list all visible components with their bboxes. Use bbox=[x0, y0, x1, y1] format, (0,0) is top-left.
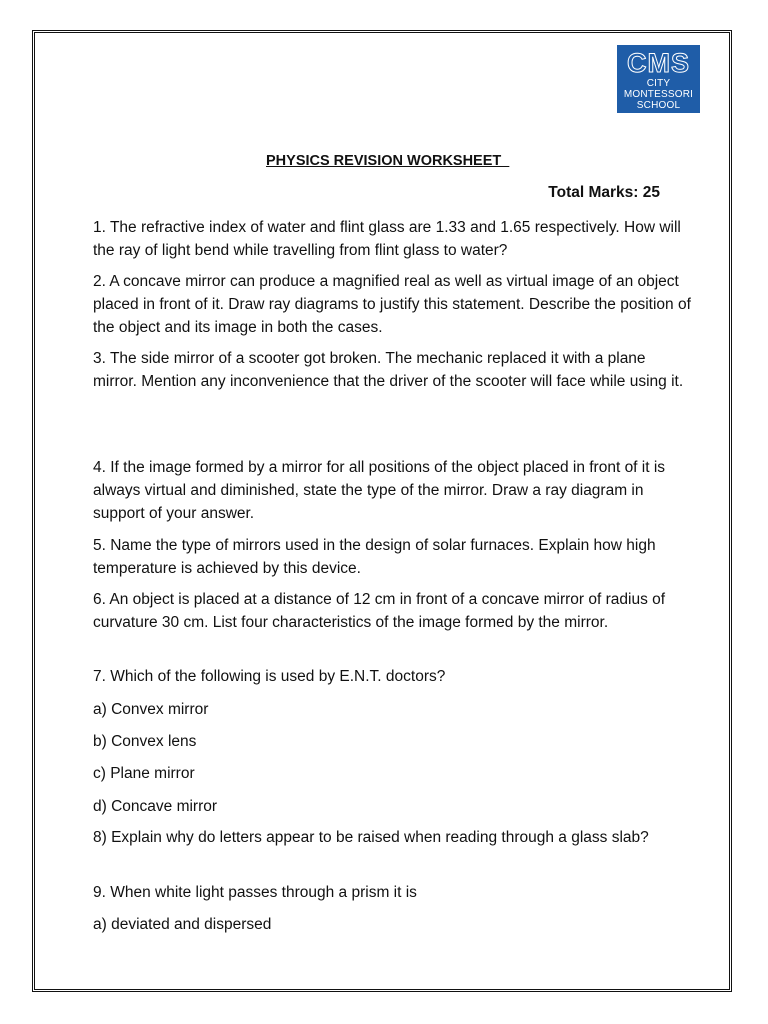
worksheet-title: PHYSICS REVISION WORKSHEET bbox=[266, 153, 510, 169]
logo-line-montessori: MONTESSORI bbox=[623, 89, 694, 100]
option-9a: a) deviated and dispersed bbox=[93, 916, 272, 933]
logo-line-city: CITY bbox=[646, 78, 671, 89]
question-3: 3. The side mirror of a scooter got broken. The mechanic replaced it with a plane mirror. Mention any inconvenience that the driver of the scooter will face while using it. bbox=[93, 350, 684, 390]
question-7: 7. Which of the following is used by E.N.T. doctors? bbox=[93, 668, 446, 685]
question-6: 6. An object is placed at a distance of 12 cm in front of a concave mirror of radius of curvature 30 cm. List four characteristics of the image formed by the mirror. bbox=[93, 591, 666, 631]
question-2: 2. A concave mirror can produce a magnified real as well as virtual image of an object placed in front of it. Draw ray diagrams to justify this statement. Describe the position of the object and its image in both the cases. bbox=[93, 273, 691, 336]
question-5: 5. Name the type of mirrors used in the design of solar furnaces. Explain how high temperature is achieved by this device. bbox=[93, 537, 656, 577]
question-4: 4. If the image formed by a mirror for all positions of the object placed in front of it is always virtual and diminished, state the type of the mirror. Draw a ray diagram in support of your answer. bbox=[93, 459, 666, 522]
option-7d: d) Concave mirror bbox=[93, 798, 218, 815]
logo-line-school: SCHOOL bbox=[636, 100, 681, 111]
option-7b: b) Convex lens bbox=[93, 733, 197, 750]
question-9: 9. When white light passes through a prism it is bbox=[93, 884, 417, 901]
question-1: 1. The refractive index of water and flint glass are 1.33 and 1.65 respectively. How will the ray of light bend while travelling from flint glass to water? bbox=[93, 219, 681, 259]
option-7c: c) Plane mirror bbox=[93, 765, 195, 782]
option-7a: a) Convex mirror bbox=[93, 701, 209, 718]
logo-mark: CMS bbox=[627, 48, 690, 78]
total-marks: Total Marks: 25 bbox=[548, 184, 660, 201]
school-logo bbox=[617, 45, 700, 113]
question-8: 8) Explain why do letters appear to be raised when reading through a glass slab? bbox=[93, 829, 649, 846]
